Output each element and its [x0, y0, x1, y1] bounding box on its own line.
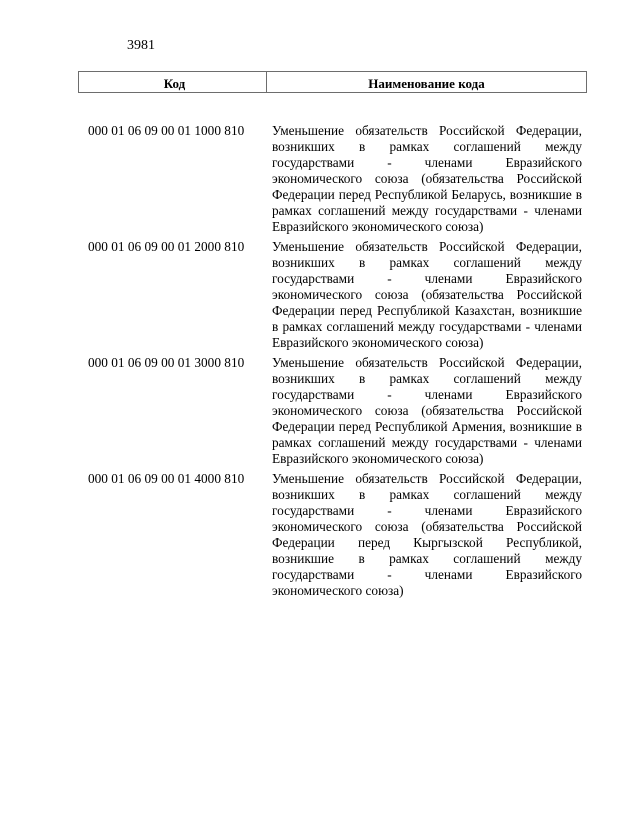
row-code: 000 01 06 09 00 01 1000 810	[88, 123, 245, 138]
row-name: Уменьшение обязательств Российской Федерации, возникших в рамках соглашений между государствами - членами Евразийского экономического союза (обязательства Российской Федерации перед Республикой Беларусь, возникшие в рамках соглашений между государствами - членами Евразийского экономического союза)	[272, 123, 582, 234]
row-name: Уменьшение обязательств Российской Федерации, возникших в рамках соглашений между государствами - членами Евразийского экономического союза (обязательства Российской Федерации перед Республикой Армения, возникшие в рамках соглашений между государствами - членами Евразийского экономического союза)	[272, 355, 582, 466]
table-row	[0, 123, 640, 235]
row-code: 000 01 06 09 00 01 2000 810	[88, 239, 245, 254]
table-row	[0, 471, 640, 599]
table-header	[78, 71, 587, 93]
page-number: 3981	[127, 38, 155, 53]
table-row	[0, 355, 640, 467]
table-body	[0, 123, 640, 603]
row-name: Уменьшение обязательств Российской Федерации, возникших в рамках соглашений между государствами - членами Евразийского экономического союза (обязательства Российской Федерации перед Республикой Казахстан, возникшие в рамках соглашений между государствами - членами Евразийского экономического союза)	[272, 239, 582, 350]
row-code: 000 01 06 09 00 01 4000 810	[88, 471, 245, 486]
column-header-name: Наименование кода	[368, 76, 485, 91]
table-row	[0, 239, 640, 351]
row-code: 000 01 06 09 00 01 3000 810	[88, 355, 245, 370]
column-header-code: Код	[79, 72, 267, 92]
row-name: Уменьшение обязательств Российской Федерации, возникших в рамках соглашений между государствами - членами Евразийского экономического союза (обязательства Российской Федерации перед Кыргызской Республикой, возникшие в рамках соглашений между государствами - членами Евразийского экономического союза)	[272, 471, 582, 598]
